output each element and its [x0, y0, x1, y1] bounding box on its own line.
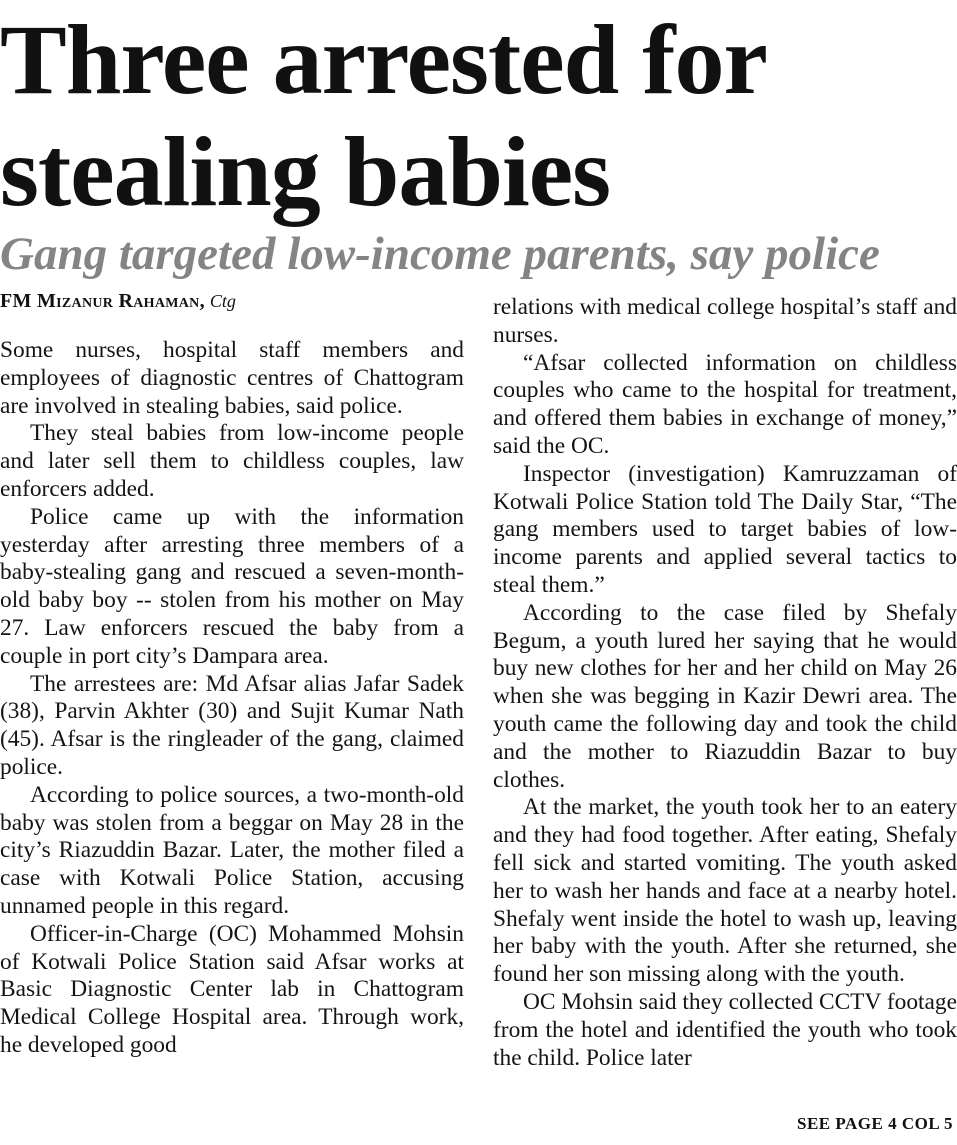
paragraph: According to the case filed by Shefaly Begum, a youth lured her saying that he would buy new clothes for her and her child on May 26 when she was begging in Kazir Dewri area. The youth came the following day and took the child and the mother to Riazuddin Bazar to buy clothes. — [493, 599, 957, 793]
byline-location: Ctg — [209, 291, 236, 311]
article-column-right — [493, 294, 957, 1072]
subheadline: Gang targeted low-income parents, say police — [0, 228, 880, 280]
continuation-jump: SEE PAGE 4 COL 5 — [797, 1114, 953, 1133]
paragraph: The arrestees are: Md Afsar alias Jafar Sadek (38), Parvin Akhter (30) and Sujit Kumar Nath (45). Afsar is the ringleader of the gang, claimed police. — [0, 670, 464, 780]
paragraph: Police came up with the information yesterday after arresting three members of a baby-stealing gang and rescued a seven-month-old baby boy -- stolen from his mother on May 27. Law enforcers rescued the baby from a couple in port city’s Dampara area. — [0, 503, 464, 669]
article-column-left — [0, 337, 464, 1060]
paragraph: At the market, the youth took her to an eatery and they had food together. After eating, Shefaly fell sick and started vomiting. The youth asked her to wash her hands and face at a nearby hotel. Shefaly went inside the hotel to wash up, leaving her baby with the youth. After she returned, she found her son missing along with the youth. — [493, 794, 957, 988]
byline — [0, 288, 236, 314]
paragraph: OC Mohsin said they collected CCTV footage from the hotel and identified the youth who took the child. Police later — [493, 988, 957, 1071]
paragraph: According to police sources, a two-month-old baby was stolen from a beggar on May 28 in the city’s Riazuddin Bazar. Later, the mother filed a case with Kotwali Police Station, accusing unnamed people in this regard. — [0, 781, 464, 919]
headline-line-1: Three arrested for — [0, 4, 767, 115]
headline-line-2: stealing babies — [0, 116, 611, 227]
paragraph: They steal babies from low-income people and later sell them to childless couples, law enforcers added. — [0, 420, 464, 502]
paragraph: Some nurses, hospital staff members and employees of diagnostic centres of Chattogram are involved in stealing babies, said police. — [0, 337, 464, 419]
byline-author: FM Mizanur Rahaman, — [0, 290, 205, 312]
paragraph: relations with medical college hospital’s staff and nurses. — [493, 294, 957, 348]
paragraph: Officer-in-Charge (OC) Mohammed Mohsin of Kotwali Police Station said Afsar works at Basic Diagnostic Center lab in Chattogram Medical College Hospital area. Through work, he developed good — [0, 920, 464, 1058]
headline — [0, 4, 957, 228]
paragraph: “Afsar collected information on childless couples who came to the hospital for treatment, and offered them babies in exchange of money,” said the OC. — [493, 349, 957, 459]
paragraph: Inspector (investigation) Kamruzzaman of Kotwali Police Station told The Daily Star, “The gang members used to target babies of low-income parents and applied several tactics to steal them.” — [493, 460, 957, 598]
